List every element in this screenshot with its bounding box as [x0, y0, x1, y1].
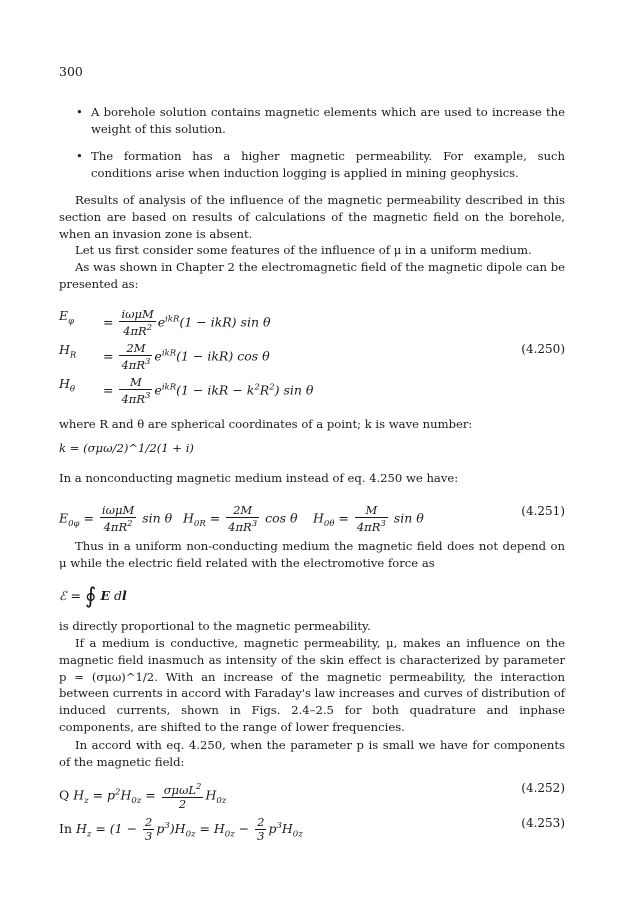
- paragraph: Thus in a uniform non-conducting medium the magnetic field does not depend on μ while the electric field related with the electromotive force as: [59, 539, 565, 570]
- bullet-dot-icon: •: [76, 105, 83, 119]
- equation-h-r: $H_R$ = $\frac{2M}{4\pi R^3}$ $e^{ikR}(1 - ikR)$ cos θ (4.250): [59, 341, 565, 372]
- bullet-text: The formation has a higher magnetic permeability. For example, such conditions arise when induction logging is applied in mining geophysics.: [91, 149, 565, 180]
- paragraph: As was shown in Chapter 2 the electromagnetic field of the magnetic dipole can be presented as:: [59, 260, 565, 291]
- paragraph: In accord with eq. 4.250, when the parameter p is small we have for components of the magnetic field:: [59, 738, 565, 769]
- wave-number-equation: k = (σμω/2)^1/2(1 + i): [59, 441, 194, 455]
- paragraph: where R and θ are spherical coordinates of a point; k is wave number:: [59, 417, 473, 431]
- equation-nonconducting: $E_{0\varphi}$ = $\frac{\text{iωμM}}{4\pi R^2}$ sin θ $H_{0R}$ = $\frac{2M}{4\pi R^3}$ cos θ $H_{0\theta}$ = $\frac{M}{4\pi R^3}$ sin θ (4.251): [59, 503, 565, 534]
- equation-number: (4.253): [521, 816, 565, 830]
- bullet-item: [76, 148, 565, 182]
- equation-h-theta: $H_\theta$ = $\frac{M}{4\pi R^3}$ $e^{ikR}(1$ − ikR − $k^2R^2$) sin θ: [59, 375, 314, 406]
- equation-quadrature: Q $H_z = p^2H_{0z}$ = $\frac{\sigma\mu\omega L^2}{2}$ $H_{0z}$ (4.252): [59, 781, 565, 811]
- equation-number: (4.250): [521, 342, 565, 356]
- page-number: 300: [59, 64, 83, 79]
- equation-number: (4.252): [521, 781, 565, 795]
- paragraph: In a nonconducting magnetic medium instead of eq. 4.250 we have:: [59, 471, 459, 485]
- paragraph: is directly proportional to the magnetic permeability.: [59, 619, 371, 633]
- bullet-item: [76, 104, 565, 138]
- equation-number: (4.251): [521, 504, 565, 518]
- equation-inphase: In $H_z = (1$ − $\frac{2}{3}$ $p^3)H_{0z} = H_{0z}$ − $\frac{2}{3}$ $p^3H_{0z}$ (4.253): [59, 815, 565, 843]
- equation-e-phi: $E_\varphi$ = $\frac{\text{iωμM}}{4\pi R^2}$ $e^{ikR}(1 - ikR)$ sin θ: [59, 307, 271, 338]
- paragraph: Results of analysis of the influence of the magnetic permeability described in this section are based on results of calculations of the magnetic field on the borehole, when an invasion zone is absent.: [59, 193, 565, 241]
- paragraph: If a medium is conductive, magnetic permeability, μ, makes an influence on the magnetic field inasmuch as intensity of the skin effect is characterized by parameter p = (σμω)^1/2. With an increase of the magnetic permeability, the interaction between currents in accord with Faraday's law increases and curves of distribution of induced currents, shown in Figs. 2.4–2.5 for both quadrature and inphase components, are shifted to the range of lower frequencies.: [59, 636, 565, 734]
- equation-emf: ℰ = ∮ E dl: [59, 584, 127, 609]
- bullet-text: A borehole solution contains magnetic elements which are used to increase the weight of this solution.: [91, 105, 565, 136]
- paragraph: Let us first consider some features of the influence of μ in a uniform medium.: [75, 243, 532, 257]
- bullet-dot-icon: •: [76, 149, 83, 163]
